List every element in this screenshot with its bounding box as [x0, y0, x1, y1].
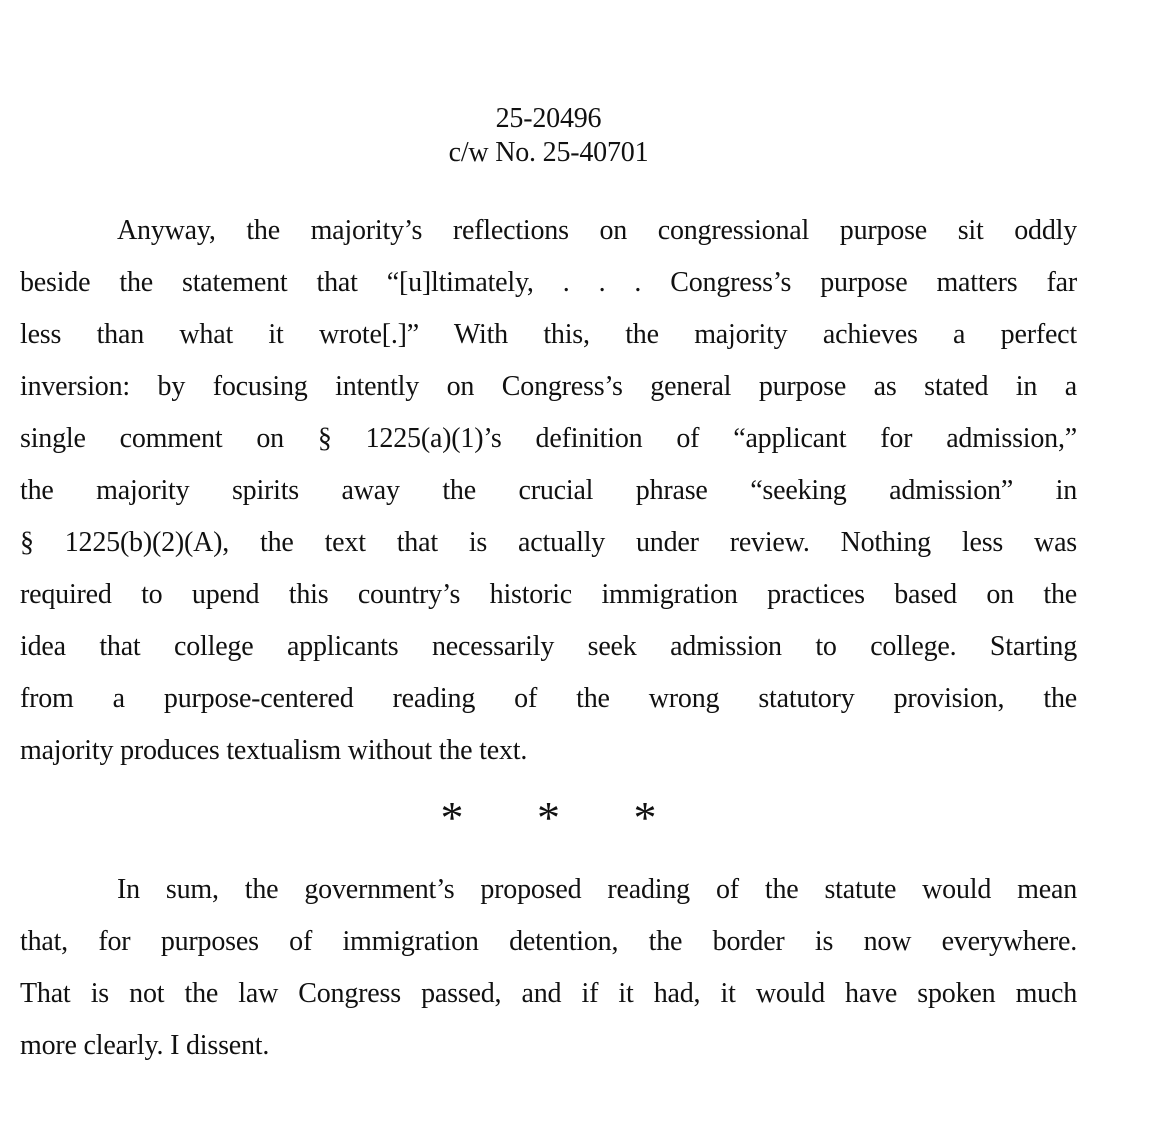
text-line: § 1225(b)(2)(A), the text that is actually under review. Nothing less was: [20, 527, 1077, 558]
text-line: majority produces textualism without the text.: [20, 735, 528, 766]
asterisk-section-break: * * *: [440, 792, 657, 843]
text-line: that, for purposes of immigration detention, the border is now everywhere.: [20, 926, 1077, 957]
text-line: required to upend this country’s historic immigration practices based on the: [20, 579, 1077, 610]
text-line: single comment on § 1225(a)(1)’s definition of “applicant for admission,”: [20, 423, 1077, 454]
text-line: That is not the law Congress passed, and if it had, it would have spoken much: [20, 978, 1077, 1009]
text-line: beside the statement that “[u]ltimately, . . . Congress’s purpose matters far: [20, 267, 1077, 298]
case-number-block: [20, 102, 1077, 170]
paragraph-conclusion: [20, 864, 1077, 1072]
text-line: Anyway, the majority’s reflections on congressional purpose sit oddly: [117, 215, 1077, 246]
text-line: more clearly. I dissent.: [20, 1030, 270, 1061]
docket-number: 25-20496: [495, 103, 602, 134]
text-line: less than what it wrote[.]” With this, the majority achieves a perfect: [20, 319, 1077, 350]
text-line: the majority spirits away the crucial phrase “seeking admission” in: [20, 475, 1077, 506]
consolidated-case-number: c/w No. 25-40701: [448, 137, 649, 168]
text-line: idea that college applicants necessarily seek admission to college. Starting: [20, 631, 1077, 662]
text-line: from a purpose-centered reading of the wrong statutory provision, the: [20, 683, 1077, 714]
text-line: In sum, the government’s proposed reading of the statute would mean: [117, 874, 1077, 905]
paragraph-majority-critique: [20, 205, 1077, 777]
text-line: inversion: by focusing intently on Congress’s general purpose as stated in a: [20, 371, 1077, 402]
